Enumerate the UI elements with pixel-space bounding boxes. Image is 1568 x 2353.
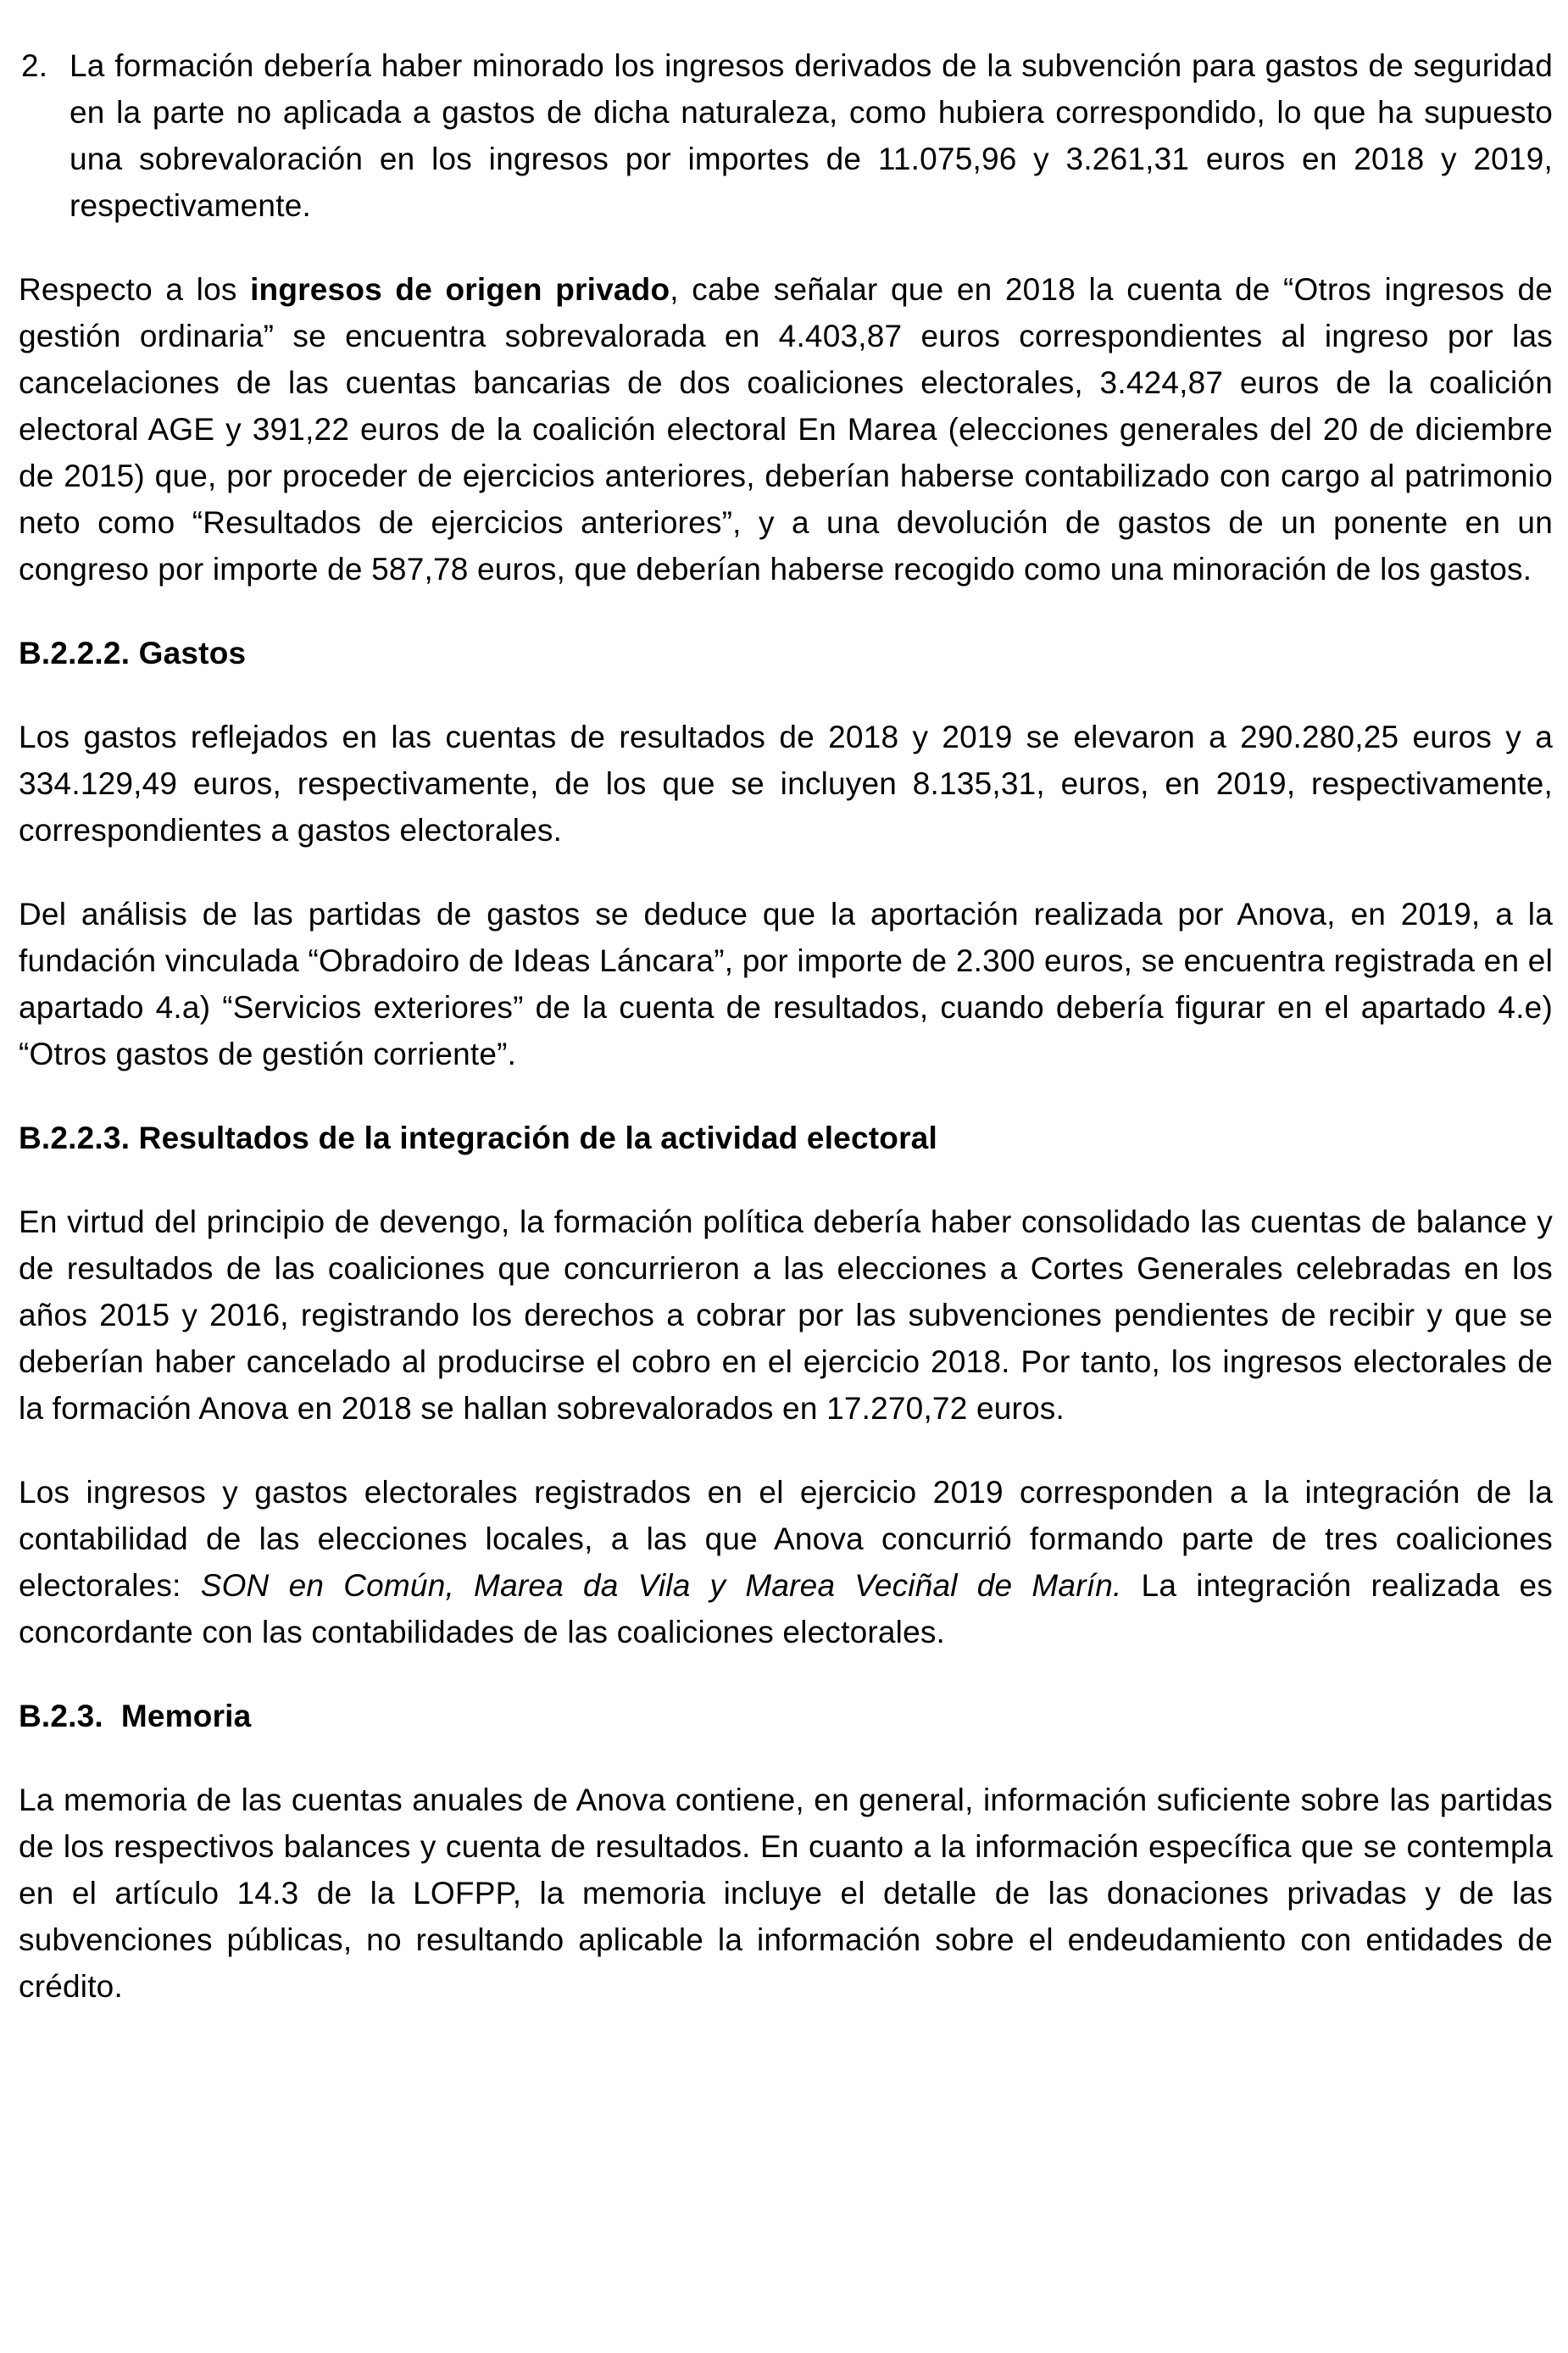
section-heading-resultados-integracion: B.2.2.3. Resultados de la integración de la actividad electoral	[19, 1121, 937, 1155]
section-heading-memoria: B.2.3. Memoria	[19, 1699, 252, 1733]
text-run-italic: SON en Común, Marea da Vila y Marea Veciñal de Marín.	[200, 1568, 1122, 1603]
paragraph-devengo: En virtud del principio de devengo, la formación política debería haber consolidado las cuentas de balance y de resultados de las coaliciones que concurrieron a las elecciones a Cortes Generales celebradas en los años 2015 y 2016, registrando los derechos a cobrar por las subvenciones pendientes de recibir y que se deberían haber cancelado al producirse el cobro en el ejercicio 2018. Por tanto, los ingresos electorales de la formación Anova en 2018 se hallan sobrevalorados en 17.270,72 euros.	[19, 1204, 1553, 1426]
section-heading-gastos: B.2.2.2. Gastos	[19, 636, 247, 670]
list-item-number: 2.	[21, 48, 48, 83]
text-run-bold: ingresos de origen privado	[250, 272, 670, 307]
text-run: La integración realizada es concordante con las contabilidades de las coaliciones electorales.	[19, 1568, 1553, 1649]
list-item-text: La formación debería haber minorado los ingresos derivados de la subvención para gastos de seguridad en la parte no aplicada a gastos de dicha naturaleza, como hubiera correspondido, lo que ha supuesto una sobrevaloración en los ingresos por importes de 11.075,96 y 3.261,31 euros en 2018 y 2019, respectivamente.	[70, 48, 1553, 223]
paragraph-gastos-totals: Los gastos reflejados en las cuentas de resultados de 2018 y 2019 se elevaron a 290.280,25 euros y a 334.129,49 euros, respectivamente, de los que se incluyen 8.135,31, euros, en 2019, respectivamente, correspondientes a gastos electorales.	[19, 720, 1553, 848]
numbered-list-item-2	[19, 42, 1553, 229]
paragraph-ingresos-gastos-electorales	[19, 1469, 1553, 1655]
text-run: Los ingresos y gastos electorales registrados en el ejercicio 2019 corresponden a la integración de la contabilidad de las elecciones locales, a las que Anova concurrió formando parte de tres coaliciones electorales:	[19, 1475, 1553, 1603]
text-run: , cabe señalar que en 2018 la cuenta de “Otros ingresos de gestión ordinaria” se encuentra sobrevalorada en 4.403,87 euros correspondientes al ingreso por las cancelaciones de las cuentas bancarias de dos coaliciones electorales, 3.424,87 euros de la coalición electoral AGE y 391,22 euros de la coalición electoral En Marea (elecciones generales del 20 de diciembre de 2015) que, por proceder de ejercicios anteriores, deberían haberse contabilizado con cargo al patrimonio neto como “Resultados de ejercicios anteriores”, y a una devolución de gastos de un ponente en un congreso por importe de 587,78 euros, que deberían haberse recogido como una minoración de los gastos.	[19, 272, 1553, 587]
paragraph-memoria: La memoria de las cuentas anuales de Anova contiene, en general, información suficiente sobre las partidas de los respectivos balances y cuenta de resultados. En cuanto a la información específica que se contempla en el artículo 14.3 de la LOFPP, la memoria incluye el detalle de las donaciones privadas y de las subvenciones públicas, no resultando aplicable la información sobre el endeudamiento con entidades de crédito.	[19, 1783, 1553, 2004]
text-run: Respecto a los	[19, 272, 251, 307]
paragraph-private-income	[19, 266, 1553, 592]
paragraph-gastos-analysis: Del análisis de las partidas de gastos se deduce que la aportación realizada por Anova, en 2019, a la fundación vinculada “Obradoiro de Ideas Láncara”, por importe de 2.300 euros, se encuentra registrada en el apartado 4.a) “Servicios exteriores” de la cuenta de resultados, cuando debería figurar en el apartado 4.e) “Otros gastos de gestión corriente”.	[19, 897, 1553, 1071]
